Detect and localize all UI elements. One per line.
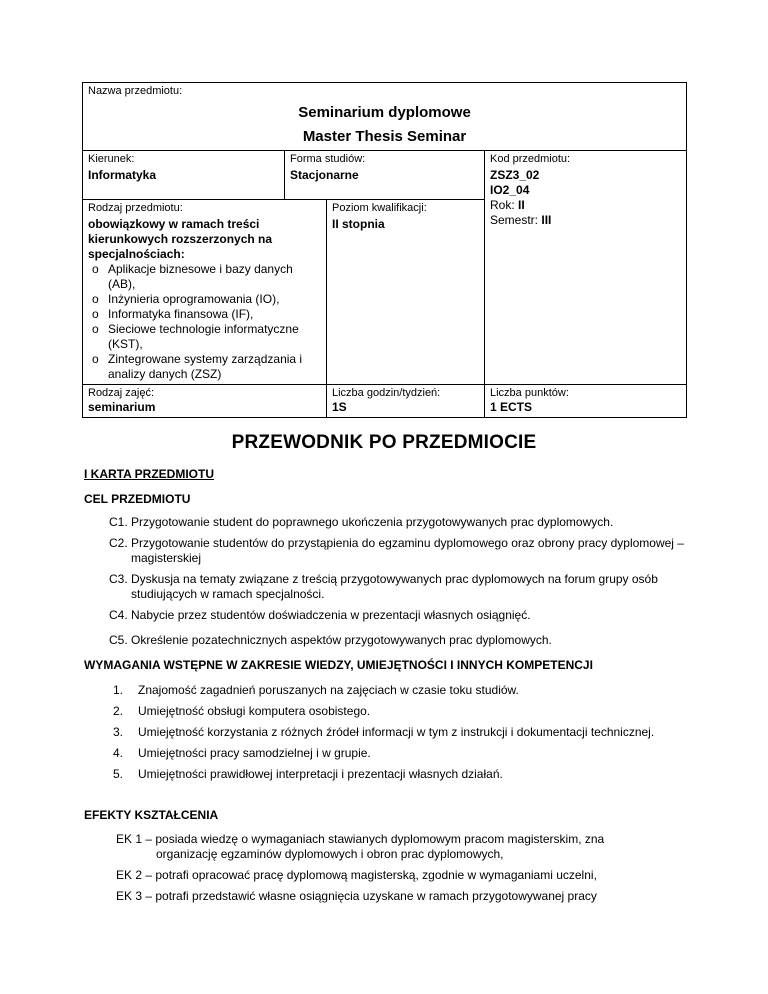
list-item: 5. Umiejętności prawidłowej interpretacji i prezentacji własnych działań.	[113, 767, 503, 781]
list-item: o Sieciowe technologie informatyczne (KST),	[88, 322, 321, 352]
outcomes-heading: EFEKTY KSZTAŁCENIA	[84, 808, 219, 822]
form-label: Forma studiów:	[290, 153, 366, 165]
goals-heading: CEL PRZEDMIOTU	[84, 492, 191, 506]
list-item: C2. Przygotowanie studentów do przystąpienia do egzaminu dyplomowego oraz obrony pracy dyplomowej – magisterskiej	[109, 536, 684, 565]
field-label: Kierunek:	[88, 153, 135, 165]
hours-value: 1S	[332, 400, 347, 414]
list-item: C5. Określenie pozatechnicznych aspektów przygotowywanych prac dyplomowych.	[109, 633, 552, 647]
list-item: o Informatyka finansowa (IF),	[88, 307, 321, 322]
level-cell	[327, 200, 485, 385]
code-value-2: IO2_04	[490, 183, 530, 197]
code-value-1: ZSZ3_02	[490, 168, 540, 182]
points-label: Liczba punktów:	[490, 387, 569, 399]
list-item: 2. Umiejętność obsługi komputera osobistego.	[113, 704, 371, 718]
subject-title-en: Master Thesis Seminar	[302, 128, 467, 145]
points-cell	[485, 385, 687, 418]
list-item: o Zintegrowane systemy zarządzania i analizy danych (ZSZ)	[88, 352, 321, 382]
list-item: EK 3 – potrafi przedstawić własne osiągnięcia uzyskane w ramach przygotowywanej pracy	[116, 889, 597, 903]
goals-list	[109, 515, 689, 654]
list-item: 1. Znajomość zagadnień poruszanych na zajęciach w czasie toku studiów.	[113, 683, 519, 697]
subject-label: Nazwa przedmiotu:	[88, 85, 183, 97]
points-value: 1 ECTS	[490, 400, 533, 414]
year-line	[490, 198, 681, 213]
requirements-heading: WYMAGANIA WSTĘPNE W ZAKRESIE WIEDZY, UMIEJĘTNOŚCI I INNYCH KOMPETENCJI	[84, 658, 593, 672]
hours-label: Liczba godzin/tydzień:	[332, 387, 441, 399]
code-cell	[485, 151, 687, 385]
form-value: Stacjonarne	[290, 168, 359, 182]
year-value: II	[518, 198, 525, 212]
year-label: Rok:	[490, 198, 515, 212]
requirements-list	[113, 683, 693, 788]
list-item: o Aplikacje biznesowe i bazy danych (AB),	[88, 262, 321, 292]
subject-title-pl: Seminarium dyplomowe	[298, 104, 471, 121]
list-item: C1. Przygotowanie student do poprawnego ukończenia przygotowywanych prac dyplomowych.	[109, 515, 614, 529]
class-type-label: Rodzaj zajęć:	[88, 387, 155, 399]
class-type-cell	[83, 385, 327, 418]
level-label: Poziom kwalifikacji:	[332, 202, 427, 214]
subject-info-table	[82, 82, 687, 418]
semester-label: Semestr:	[490, 213, 539, 227]
type-cell	[83, 200, 327, 385]
list-item: EK 2 – potrafi opracować pracę dyplomową magisterską, zgodnie w wymaganiami uczelni,	[116, 868, 597, 882]
outcomes-list	[116, 832, 691, 910]
list-item: C3. Dyskusja na tematy związane z treścią przygotowywanych prac dyplomowych na forum grupy osób studiujących w ramach specjalności.	[109, 572, 658, 601]
list-item: EK 1 – posiada wiedzę o wymaganiach stawianych dyplomowym pracom magisterskim, zna organizację egzaminów dyplomowych i obron prac dyplomowych,	[116, 832, 605, 861]
list-item: 4. Umiejętności pracy samodzielnej i w grupie.	[113, 746, 371, 760]
code-label: Kod przedmiotu:	[490, 153, 571, 165]
type-label: Rodzaj przedmiotu:	[88, 202, 183, 214]
class-type-value: seminarium	[88, 400, 156, 414]
page-title: PRZEWODNIK PO PRZEDMIOCIE	[231, 432, 537, 453]
specialization-list	[88, 262, 321, 382]
list-item: 3. Umiejętność korzystania z różnych źródeł informacji w tym z instrukcji i dokumentacji technicznej.	[113, 725, 655, 739]
list-item: o Inżynieria oprogramowania (IO),	[88, 292, 321, 307]
form-cell	[285, 151, 485, 200]
semester-value: III	[541, 213, 552, 227]
field-value: Informatyka	[88, 168, 157, 182]
list-item: C4. Nabycie przez studentów doświadczenia w prezentacji własnych osiągnięć.	[109, 608, 531, 622]
type-value: obowiązkowy w ramach treści kierunkowych rozszerzonych na specjalnościach:	[88, 217, 273, 261]
subject-name-cell	[83, 83, 687, 151]
level-value: II stopnia	[332, 217, 385, 231]
field-cell	[83, 151, 285, 200]
semester-line	[490, 213, 681, 228]
section-card-heading: I KARTA PRZEDMIOTU	[84, 467, 214, 481]
hours-cell	[327, 385, 485, 418]
